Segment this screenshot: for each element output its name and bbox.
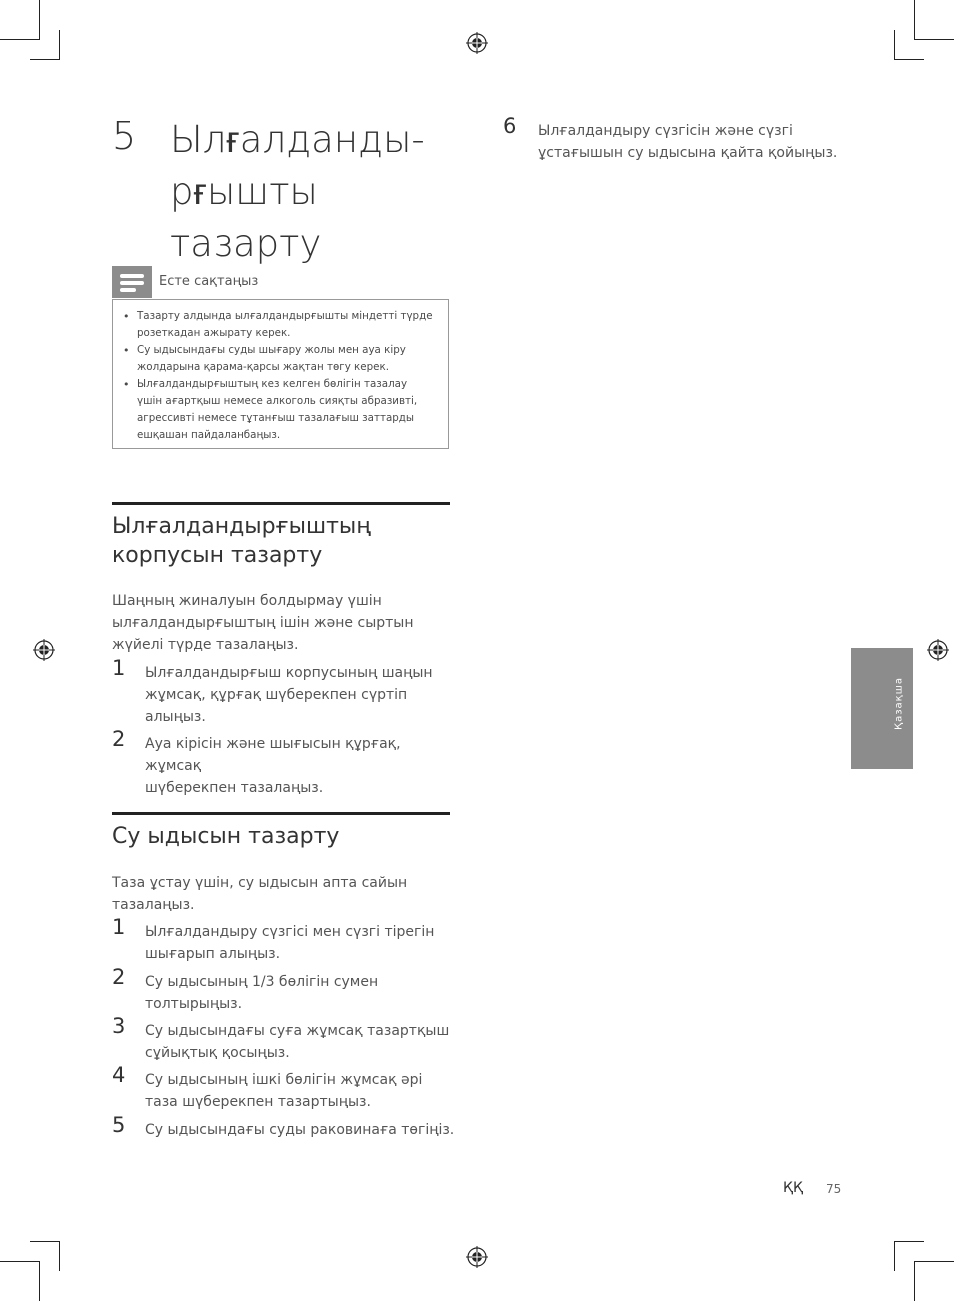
chapter-number: 5: [112, 114, 137, 158]
step-text: [145, 733, 455, 799]
step-line: шығарып алыңыз.: [145, 946, 281, 962]
step-line: Ауа кірісін және шығысын құрғақ, жұмсақ: [145, 736, 401, 774]
crop-mark: [0, 1261, 40, 1262]
crop-mark: [894, 59, 924, 60]
step-line: толтырыңыз.: [145, 996, 243, 1012]
registration-mark-icon: [33, 639, 55, 661]
note-item: [137, 376, 438, 444]
crop-mark: [914, 1261, 954, 1262]
step-number: 2: [112, 965, 126, 989]
intro-line: Таза ұстау үшін, су ыдысын апта сайын: [112, 875, 408, 891]
note-icon-bar: [120, 288, 136, 292]
step-text: [145, 662, 455, 728]
note-line: агрессивті немесе тұтанғыш тазалағыш заттарды: [137, 412, 415, 424]
step-number: 5: [112, 1113, 126, 1137]
step-text: [145, 1119, 465, 1141]
intro-line: тазалаңыз.: [112, 897, 195, 913]
note-icon-bar: [120, 274, 144, 278]
note-item: [137, 342, 438, 376]
section-rule: [112, 812, 450, 815]
language-side-tab: [851, 648, 913, 769]
step-number: 2: [112, 727, 126, 751]
chapter-title-line: Ылғалданды-: [170, 118, 425, 161]
step-number: 1: [112, 915, 126, 939]
crop-mark: [39, 1261, 40, 1301]
section-heading-line: корпусын тазарту: [112, 543, 323, 568]
step-text: [145, 1069, 455, 1113]
registration-mark-icon: [927, 639, 949, 661]
note-line: розеткадан ажырату керек.: [137, 327, 291, 339]
note-line: • Ылғалдандырғыштың кез келген бөлігін тазалау: [137, 378, 408, 390]
note-list: [123, 308, 438, 444]
section-intro: [112, 872, 442, 916]
section-heading-line: Ылғалдандырғыштың: [112, 514, 371, 539]
crop-mark: [914, 39, 954, 40]
crop-mark: [894, 1241, 895, 1271]
registration-mark-icon: [466, 32, 488, 54]
crop-mark: [30, 59, 60, 60]
crop-mark: [914, 0, 915, 40]
note-line: • Тазарту алдында ылғалдандырғышты міндетті түрде: [137, 310, 433, 322]
footer-language: ҚҚ: [783, 1180, 803, 1196]
note-lines-icon: [112, 266, 152, 298]
note-box: [112, 299, 449, 449]
section-intro: [112, 590, 442, 656]
intro-line: Шаңның жиналуын болдырмау үшін: [112, 593, 382, 609]
crop-mark: [914, 1261, 915, 1301]
step-text: [145, 1020, 455, 1064]
note-line: үшін ағартқыш немесе алкоголь сияқты абразивті,: [137, 395, 418, 407]
step-text: [145, 971, 455, 1015]
intro-line: жүйелі түрде тазалаңыз.: [112, 637, 299, 653]
step-line: таза шүберекпен тазартыңыз.: [145, 1094, 371, 1110]
registration-mark-icon: [466, 1246, 488, 1268]
note-icon-bar: [120, 281, 144, 285]
note-line: жолдарына қарама-қарсы жақтан төгу керек.: [137, 361, 389, 373]
note-line: • Су ыдысындағы суды шығару жолы мен ауа кіру: [137, 344, 406, 356]
chapter-title: [170, 114, 470, 270]
step-text: [538, 120, 858, 164]
step-line: Су ыдысының ішкі бөлігін жұмсақ әрі: [145, 1072, 423, 1088]
crop-mark: [59, 30, 60, 60]
step-number: 3: [112, 1014, 126, 1038]
step-line: алыңыз.: [145, 709, 206, 725]
page-number: 75: [826, 1182, 842, 1196]
intro-line: ылғалдандырғыштың ішін және сыртын: [112, 615, 414, 631]
section-heading: Су ыдысын тазарту: [112, 824, 340, 849]
crop-mark: [30, 1241, 60, 1242]
note-label: Есте сақтаңыз: [159, 274, 259, 289]
crop-mark: [39, 0, 40, 40]
step-line: ұстағышын су ыдысына қайта қойыңыз.: [538, 145, 838, 161]
section-heading: [112, 512, 452, 570]
step-line: сұйықтық қосыңыз.: [145, 1045, 290, 1061]
step-line: Ылғалдандыру сүзгісін және сүзгі: [538, 123, 793, 139]
step-line: Ылғалдандырғыш корпусының шаңын: [145, 665, 433, 681]
note-item: [137, 308, 438, 342]
step-number: 1: [112, 656, 126, 680]
chapter-title-line: рғышты тазарту: [170, 170, 322, 265]
step-line: шүберекпен тазалаңыз.: [145, 780, 324, 796]
note-line: ешқашан пайдаланбаңыз.: [137, 429, 281, 441]
step-number: 6: [503, 114, 517, 138]
step-line: Ылғалдандыру сүзгісі мен сүзгі тірегін: [145, 924, 435, 940]
crop-mark: [894, 1241, 924, 1242]
crop-mark: [894, 30, 895, 60]
step-number: 4: [112, 1063, 126, 1087]
crop-mark: [0, 39, 40, 40]
step-line: Су ыдысындағы суды раковинаға төгіңіз.: [145, 1122, 455, 1138]
step-line: жұмсақ, құрғақ шүберекпен сүртіп: [145, 687, 408, 703]
language-side-tab-label: Қазақша: [893, 677, 905, 730]
step-line: Су ыдысының 1/3 бөлігін сумен: [145, 974, 379, 990]
step-text: [145, 921, 455, 965]
crop-mark: [59, 1241, 60, 1271]
section-rule: [112, 502, 450, 505]
step-line: Су ыдысындағы суға жұмсақ тазартқыш: [145, 1023, 450, 1039]
